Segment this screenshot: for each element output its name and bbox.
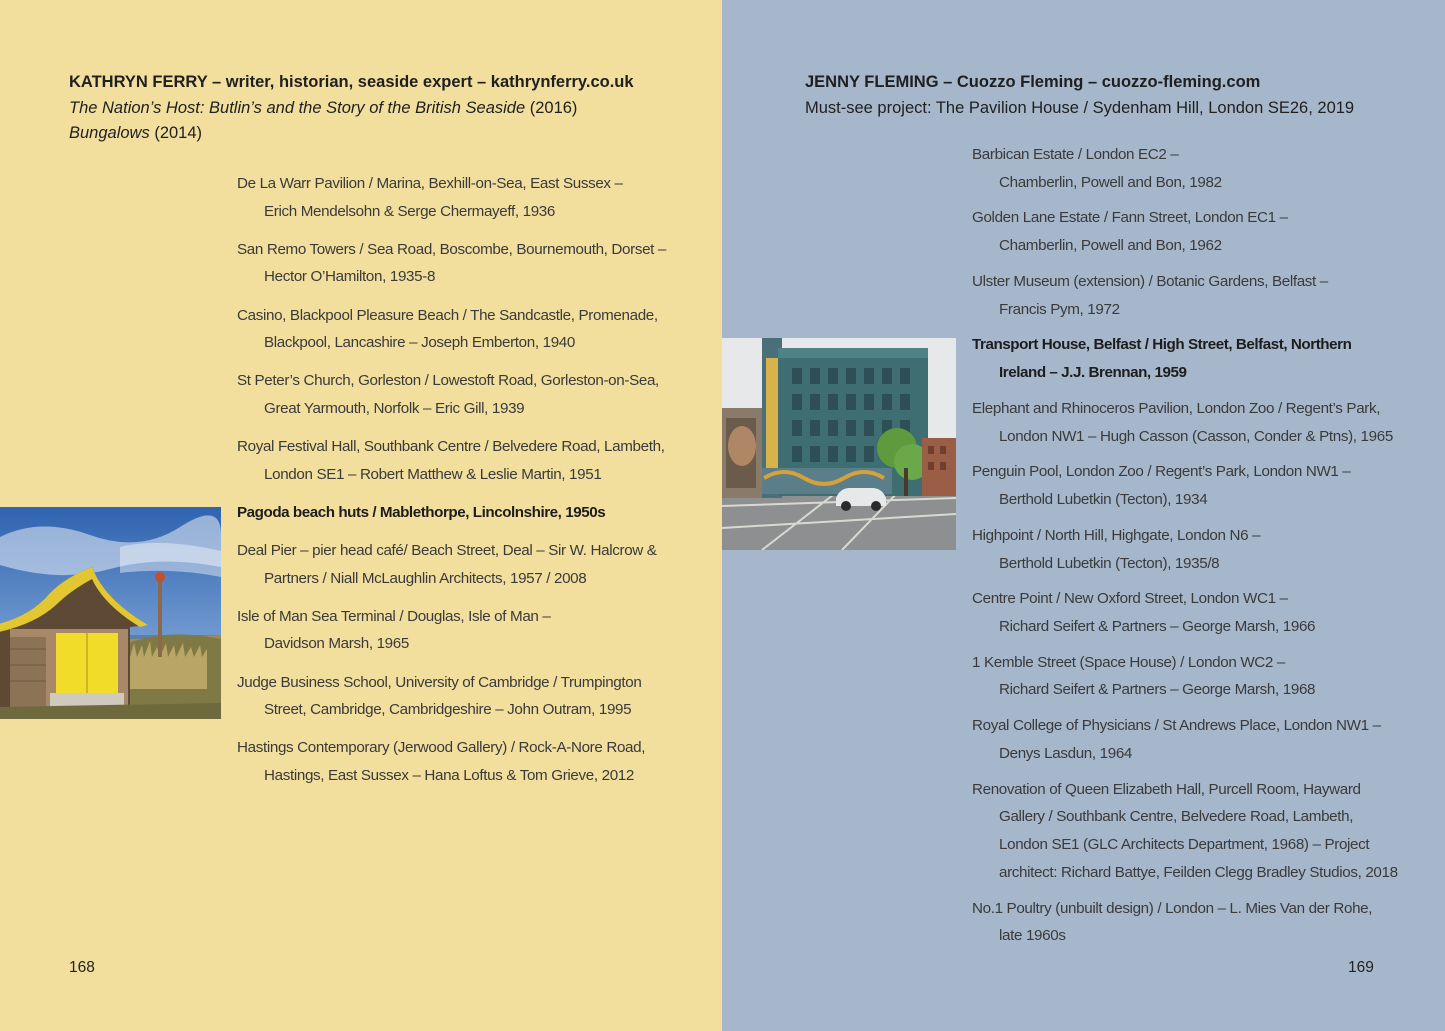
page-number: 169	[1348, 959, 1374, 976]
list-item	[972, 649, 1398, 704]
list-item	[972, 712, 1398, 767]
entry-line: Chamberlin, Powell and Bon, 1962	[999, 237, 1222, 255]
entry-line: Deal Pier – pier head café/ Beach Street, Deal – Sir W. Halcrow &	[237, 542, 657, 560]
entry-line: Elephant and Rhinoceros Pavilion, London Zoo / Regent’s Park,	[972, 399, 1381, 417]
list-item	[972, 585, 1398, 640]
entry-line: Richard Seifert & Partners – George Marsh, 1966	[999, 617, 1316, 635]
author-heading: JENNY FLEMING – Cuozzo Fleming – cuozzo-fleming.com	[805, 73, 1261, 91]
entry-line: architect: Richard Battye, Feilden Clegg Bradley Studios, 2018	[999, 863, 1398, 881]
list-item	[972, 141, 1398, 196]
entry-line: Chamberlin, Powell and Bon, 1982	[999, 173, 1222, 191]
entry-line: Ulster Museum (extension) / Botanic Gardens, Belfast –	[972, 272, 1328, 290]
list-item	[972, 776, 1398, 886]
list-item	[237, 367, 666, 422]
beach-hut-image	[0, 507, 221, 719]
entry-line: Davidson Marsh, 1965	[264, 635, 409, 653]
entry-line: Barbican Estate / London EC2 –	[972, 146, 1179, 163]
left-page	[0, 0, 722, 1031]
entry-line: Great Yarmouth, Norfolk – Eric Gill, 1939	[264, 399, 525, 417]
entry-line: Centre Point / New Oxford Street, London WC1 –	[972, 590, 1288, 608]
entry-line: Judge Business School, University of Cambridge / Trumpington	[237, 673, 642, 691]
entry-line: Denys Lasdun, 1964	[999, 744, 1133, 762]
entry-line: Berthold Lubetkin (Tecton), 1934	[999, 491, 1208, 509]
entry-line: Highpoint / North Hill, Highgate, London N6 –	[972, 526, 1261, 544]
entry-line: Gallery / Southbank Centre, Belvedere Road, Lambeth,	[999, 808, 1354, 826]
list-item	[972, 895, 1398, 950]
entry-line: Hastings Contemporary (Jerwood Gallery) / Rock-A-Nore Road,	[237, 739, 646, 757]
entry-line: London SE1 (GLC Architects Department, 1968) – Project	[999, 836, 1370, 854]
entry-line: Hector O’Hamilton, 1935-8	[264, 268, 436, 286]
book-line-1	[69, 96, 634, 122]
list-item	[972, 458, 1398, 513]
list-item	[237, 603, 666, 658]
list-item	[972, 522, 1398, 577]
entry-line: Transport House, Belfast / High Street, Belfast, Northern	[972, 336, 1352, 354]
author-heading: KATHRYN FERRY – writer, historian, seaside expert – kathrynferry.co.uk	[69, 73, 634, 91]
entry-line: Royal College of Physicians / St Andrews Place, London NW1 –	[972, 717, 1381, 735]
left-entry-list	[237, 170, 666, 800]
left-header	[69, 70, 634, 147]
entry-line: Ireland – J.J. Brennan, 1959	[999, 364, 1187, 382]
entry-line: Royal Festival Hall, Southbank Centre / Belvedere Road, Lambeth,	[237, 438, 665, 456]
book-year: (2014)	[149, 124, 203, 142]
entry-line: Golden Lane Estate / Fann Street, London EC1 –	[972, 209, 1288, 227]
entry-line: De La Warr Pavilion / Marina, Bexhill-on-Sea, East Sussex –	[237, 175, 623, 192]
list-item	[237, 236, 666, 291]
right-entry-list	[972, 141, 1398, 958]
list-item	[972, 204, 1398, 259]
entry-line: Erich Mendelsohn & Serge Chermayeff, 1936	[264, 202, 555, 220]
entry-line: St Peter’s Church, Gorleston / Lowestoft Road, Gorleston-on-Sea,	[237, 372, 659, 390]
list-item	[972, 268, 1398, 323]
must-see-project: Must-see project: The Pavilion House / Sydenham Hill, London SE26, 2019	[805, 98, 1355, 117]
entry-line: Renovation of Queen Elizabeth Hall, Purcell Room, Hayward	[972, 780, 1361, 798]
entry-line: Hastings, East Sussex – Hana Loftus & Tom Grieve, 2012	[264, 767, 634, 785]
transport-house-photo	[722, 338, 956, 550]
list-item	[237, 734, 666, 789]
transport-house-image	[722, 338, 956, 550]
featured-list-item	[972, 331, 1398, 386]
right-page	[722, 0, 1445, 1031]
right-header	[805, 70, 1354, 121]
entry-line: Blackpool, Lancashire – Joseph Emberton, 1940	[264, 334, 575, 352]
entry-line: Partners / Niall McLaughlin Architects, 1957 / 2008	[264, 569, 587, 587]
entry-line: late 1960s	[999, 927, 1066, 945]
entry-line: Street, Cambridge, Cambridgeshire – John Outram, 1995	[264, 701, 632, 719]
entry-line: Isle of Man Sea Terminal / Douglas, Isle of Man –	[237, 607, 551, 625]
book-line-2	[69, 121, 634, 147]
entry-line: No.1 Poultry (unbuilt design) / London – L. Mies Van der Rohe,	[972, 899, 1373, 917]
entry-line: Pagoda beach huts / Mablethorpe, Lincolnshire, 1950s	[237, 503, 606, 521]
list-item	[237, 170, 666, 225]
entry-line: Francis Pym, 1972	[999, 300, 1120, 318]
featured-list-item	[237, 499, 666, 527]
book-title: The Nation’s Host: Butlin’s and the Story of the British Seaside	[69, 98, 526, 117]
page-number: 168	[69, 959, 95, 976]
list-item	[237, 669, 666, 724]
list-item	[237, 302, 666, 357]
book-year: (2016)	[525, 98, 578, 117]
entry-line: Casino, Blackpool Pleasure Beach / The Sandcastle, Promenade,	[237, 306, 658, 324]
list-item	[237, 537, 666, 592]
list-item	[972, 395, 1398, 450]
entry-line: Berthold Lubetkin (Tecton), 1935/8	[999, 554, 1220, 572]
beach-hut-photo	[0, 507, 221, 719]
entry-line: Penguin Pool, London Zoo / Regent’s Park, London NW1 –	[972, 463, 1351, 481]
entry-line: Richard Seifert & Partners – George Marsh, 1968	[999, 681, 1316, 699]
entry-line: San Remo Towers / Sea Road, Boscombe, Bournemouth, Dorset –	[237, 240, 667, 258]
book-title: Bungalows	[69, 124, 150, 142]
entry-line: 1 Kemble Street (Space House) / London WC2 –	[972, 653, 1285, 671]
list-item	[237, 433, 666, 488]
entry-line: London NW1 – Hugh Casson (Casson, Conder & Ptns), 1965	[999, 427, 1393, 445]
entry-line: London SE1 – Robert Matthew & Leslie Martin, 1951	[264, 465, 602, 483]
